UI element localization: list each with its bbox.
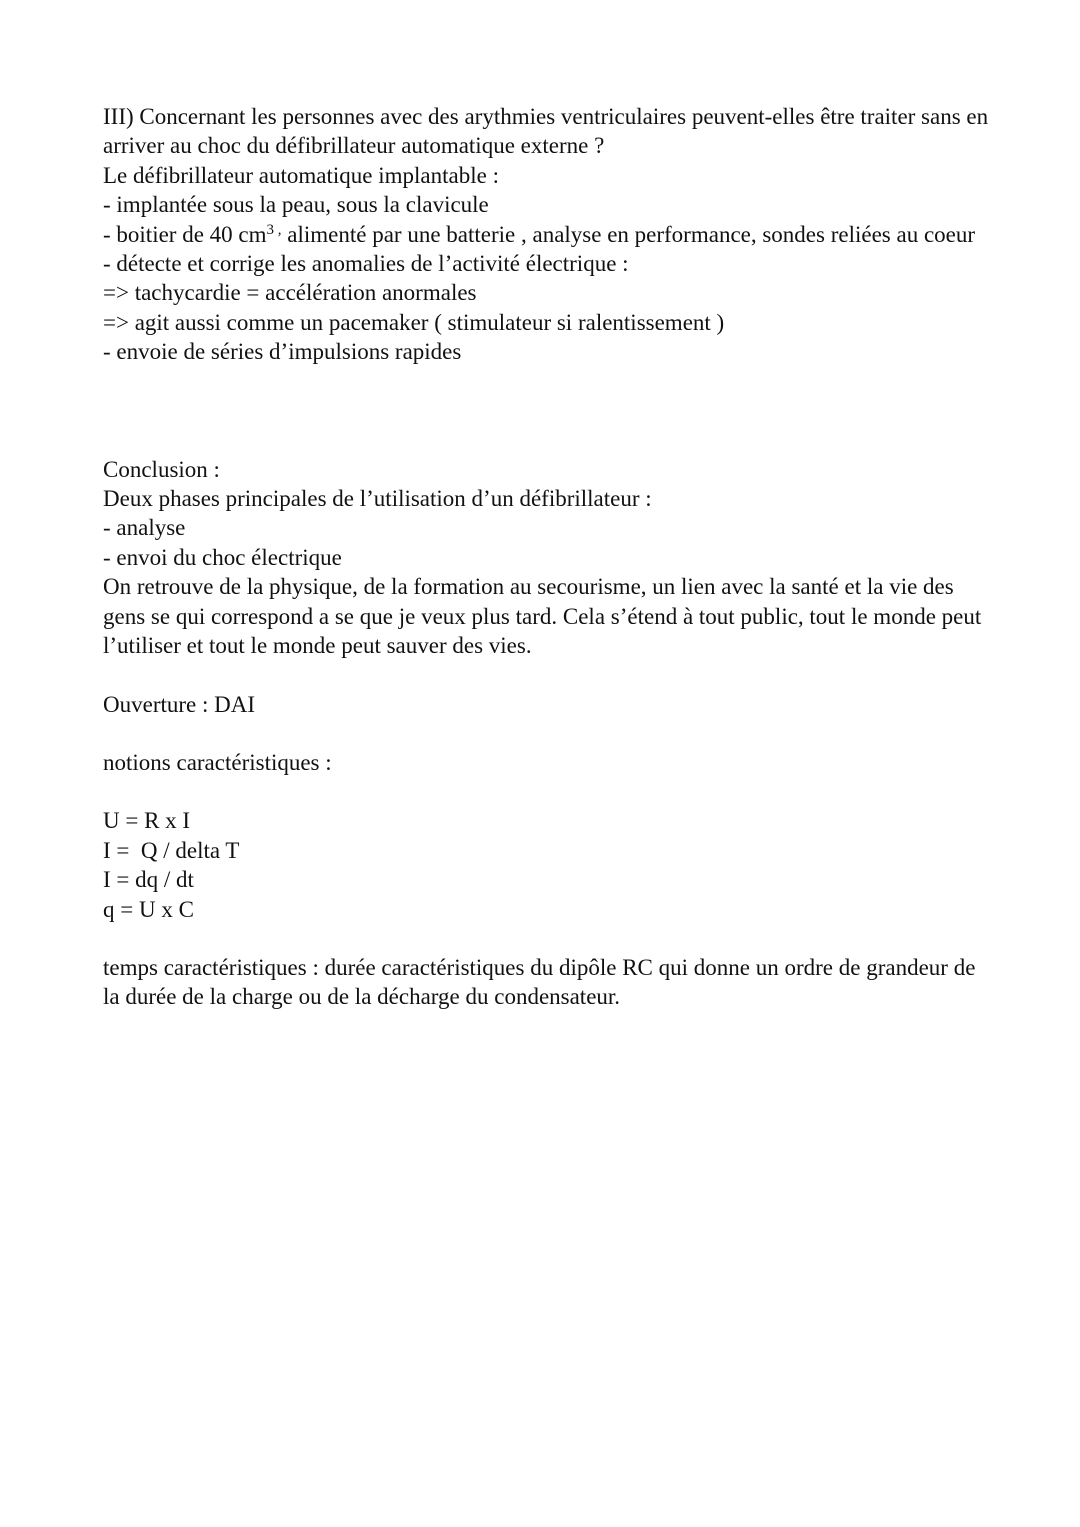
section3-item-3: - détecte et corrige les anomalies de l’activité électrique : [103,251,629,277]
formula-4: q = U x C [103,896,194,922]
conclusion-paragraph: On retrouve de la physique, de la formation au secourisme, un lien avec la santé et la vie des gens se qui correspond a se que je veux plus tard. Cela s’étend à tout public, tout le monde peut l’utiliser et tout le monde peut sauver des vies. [103,574,982,659]
conclusion-intro: Deux phases principales de l’utilisation d’un défibrillateur : [103,486,652,512]
document-page [103,102,993,1012]
item2-text-after: alimenté par une batterie , analyse en performance, sondes reliées au coeur [281,221,976,247]
formula-2: I = Q / delta T [103,837,240,863]
item2-text-before: - boitier de 40 cm [103,221,267,247]
conclusion-phase-1: - analyse [103,515,186,541]
formula-1: U = R x I [103,808,191,834]
spacer [103,367,993,455]
ouverture-line: Ouverture : DAI [103,691,256,717]
section3-item-6: - envoie de séries d’impulsions rapides [103,339,462,365]
spacer [103,661,993,690]
conclusion-title: Conclusion : [103,456,220,482]
section3-item-2 [103,220,993,249]
formula-3: I = dq / dt [103,867,194,893]
section3-item-5: => agit aussi comme un pacemaker ( stimulateur si ralentissement ) [103,309,725,335]
section3-item-4: => tachycardie = accélération anormales [103,280,477,306]
conclusion-phase-2: - envoi du choc électrique [103,544,342,570]
section3-heading: Le défibrillateur automatique implantable : [103,162,499,188]
superscript-3: 3 , [266,221,282,238]
spacer [103,777,993,806]
section3-question: III) Concernant les personnes avec des arythmies ventriculaires peuvent-elles être traiter sans en arriver au choc du défibrillateur automatique externe ? [103,104,989,159]
spacer [103,719,993,748]
temps-paragraph: temps caractéristiques : durée caractéristiques du dipôle RC qui donne un ordre de grandeur de la durée de la charge ou de la décharge du condensateur. [103,954,976,1010]
notions-title: notions caractéristiques : [103,749,332,775]
section3-item-1: - implantée sous la peau, sous la clavicule [103,192,489,218]
spacer [103,924,993,953]
